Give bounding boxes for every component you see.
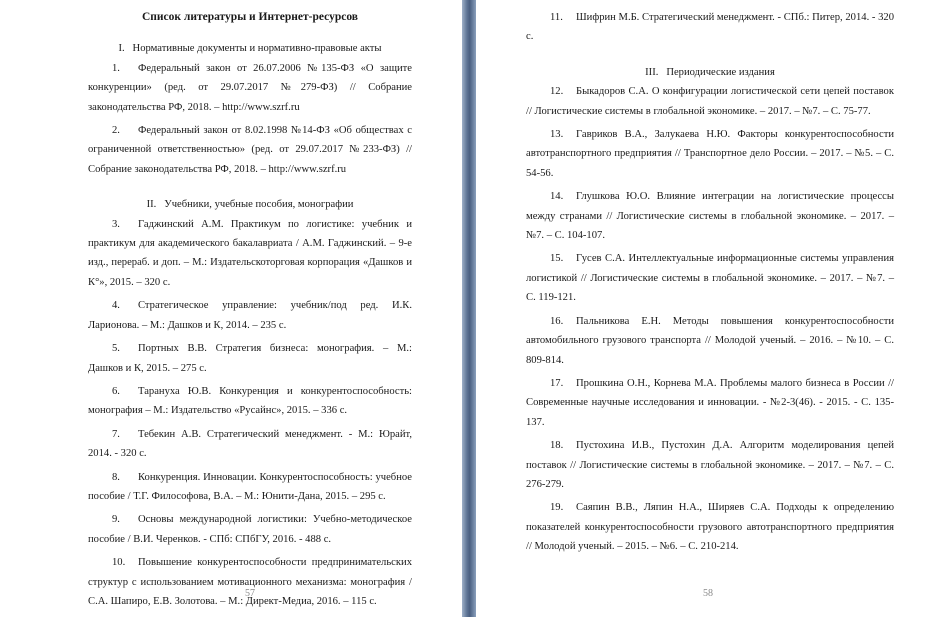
reference-text: Повышение конкурентоспособности предпринимательских структур с использованием мотивационного механизма: монография / С.А. Шапиро, Е.В. Золотова. – М.: Директ-Медиа, 2016. – 115 с. [88,557,412,607]
reference-number: 10. [112,557,126,569]
page-right [476,0,940,617]
reference-number: 16. [550,315,564,327]
reference-item [88,510,412,549]
reference-number: 15. [550,253,564,265]
reference-text: Гаджинский А.М. Практикум по логистике: учебник и практикум для академического бакалавриата / А.М. Гаджинский. – 9-е изд., перераб. и доп. – М.: Издательскоторговая корпорация «Дашков и К°», 2015. – 320 с. [88,218,412,288]
section-heading-textbooks: II. Учебники, учебные пособия, монографии [146,199,354,211]
reference-number: 8. [112,471,120,483]
reference-text: Конкуренция. Инновации. Конкурентоспособность: учебное пособие / Т.Г. Философова, В.А. – М.: Юнити-Дана, 2015. – 295 с. [88,471,412,502]
reference-item [526,436,894,494]
reference-number: 5. [112,343,120,355]
reference-number: 11. [550,12,563,23]
reference-item [88,215,412,293]
reference-item [88,468,412,507]
reference-text: Федеральный закон от 26.07.2006 №135-ФЗ «О защите конкуренции» (ред. от 29.07.2017 №279-ФЗ) // Собрание законодательства РФ, 2018. – http://www.szrf.ru [88,62,412,113]
reference-number: 13. [550,129,564,141]
reference-number: 3. [112,218,120,230]
reference-item [526,82,894,121]
reference-number: 14. [550,191,564,203]
reference-item [88,382,412,421]
reference-text: Глушкова Ю.О. Влияние интеграции на логистические процессы между странами // Логистические системы в глобальной экономике. – 2017. – №7. – С. 104-107. [526,191,894,242]
reference-number: 6. [112,385,120,397]
reference-item [526,125,894,183]
reference-number: 4. [112,300,120,312]
reference-text: Портных В.В. Стратегия бизнеса: монография. – М.: Дашков и К, 2015. – 275 с. [88,343,412,374]
reference-item [88,296,412,335]
page-left [0,0,462,617]
reference-text: Гусев С.А. Интеллектуальные информационные системы управления логистикой // Логистические системы в глобальной экономике. – 2017. – №7. – С. 119-121. [526,253,894,304]
page-title: Список литературы и Интернет-ресурсов [141,11,359,23]
reference-number: 7. [112,428,120,440]
reference-item [88,425,412,464]
reference-item [88,339,412,378]
reference-number: 2. [112,125,120,137]
reference-text: Шифрин М.Б. Стратегический менеджмент. - СПб.: Питер, 2014. - 320 с. [526,12,894,43]
reference-number: 17. [550,377,564,389]
reference-item [88,59,412,117]
reference-number: 18. [550,440,564,452]
reference-text: Саяпин В.В., Ляпин Н.А., Ширяев С.А. Подходы к определению показателей конкурентоспособности грузового автотранспортного предприятия // Молодой ученый. – 2015. – №6. – С. 210-214. [526,502,894,553]
reference-item [526,498,894,556]
reference-item [526,312,894,370]
reference-text: Быкадоров С.А. О конфигурации логистической сети цепей поставок // Логистические системы в глобальной экономике. – 2017. – №7. – С. 75-77. [526,86,894,117]
reference-item [88,553,412,611]
page-left-text [88,8,412,615]
reference-text: Федеральный закон от 8.02.1998 №14-ФЗ «Об обществах с ограниченной ответственностью» (ред. от 29.07.2017 №233-ФЗ) // Собрание законодательства РФ, 2018. – http://www.szrf.ru [88,125,412,175]
reference-text: Тебекин А.В. Стратегический менеджмент. - М.: Юрайт, 2014. - 320 с. [88,428,412,460]
reference-item [526,249,894,307]
reference-item [526,374,894,432]
page-gutter [462,0,476,617]
reference-item [526,8,894,47]
reference-text: Пустохина И.В., Пустохин Д.А. Алгоритм моделирования цепей поставок // Логистические системы в глобальной экономике. – 2017. – №7. – С. 276-279. [526,440,894,490]
page-number: 58 [703,588,713,599]
reference-item [526,187,894,245]
reference-text: Пальникова Е.Н. Методы повышения конкурентоспособности автомобильного грузового транспорта // Молодой ученый. – 2016. – №10. – С. 809-814. [526,315,894,366]
reference-text: Гавриков В.А., Залукаева Н.Ю. Факторы конкурентоспособности автотранспортного предприятия // Транспортное дело России. – 2017. – №5. – С. 54-56. [526,129,894,179]
section-heading-periodicals: III. Периодические издания [645,66,775,78]
reference-number: 19. [550,502,564,514]
section-heading-normative: I. Нормативные документы и нормативно-правовые акты [118,43,382,55]
reference-text: Прошкина О.Н., Корнева М.А. Проблемы малого бизнеса в России // Современные научные исследования и инновации. - №2-3(46). - 2015. - С. 135-137. [526,377,894,428]
reference-text: Основы международной логистики: Учебно-методическое пособие / В.И. Черенков. - СПб: СПбГУ, 2016. - 488 с. [88,514,412,545]
reference-text: Стратегическое управление: учебник/под ред. И.К. Ларионова. – М.: Дашков и К, 2014. – 235 с. [88,300,412,331]
page-number: 57 [245,588,255,599]
reference-item [88,121,412,179]
reference-text: Тарануха Ю.В. Конкуренция и конкурентоспособность: монография – М.: Издательство «Русайнс», 2015. – 336 с. [88,385,412,417]
page-right-text [526,8,894,561]
reference-number: 1. [112,62,120,74]
reference-number: 9. [112,514,120,526]
reference-number: 12. [550,86,564,98]
